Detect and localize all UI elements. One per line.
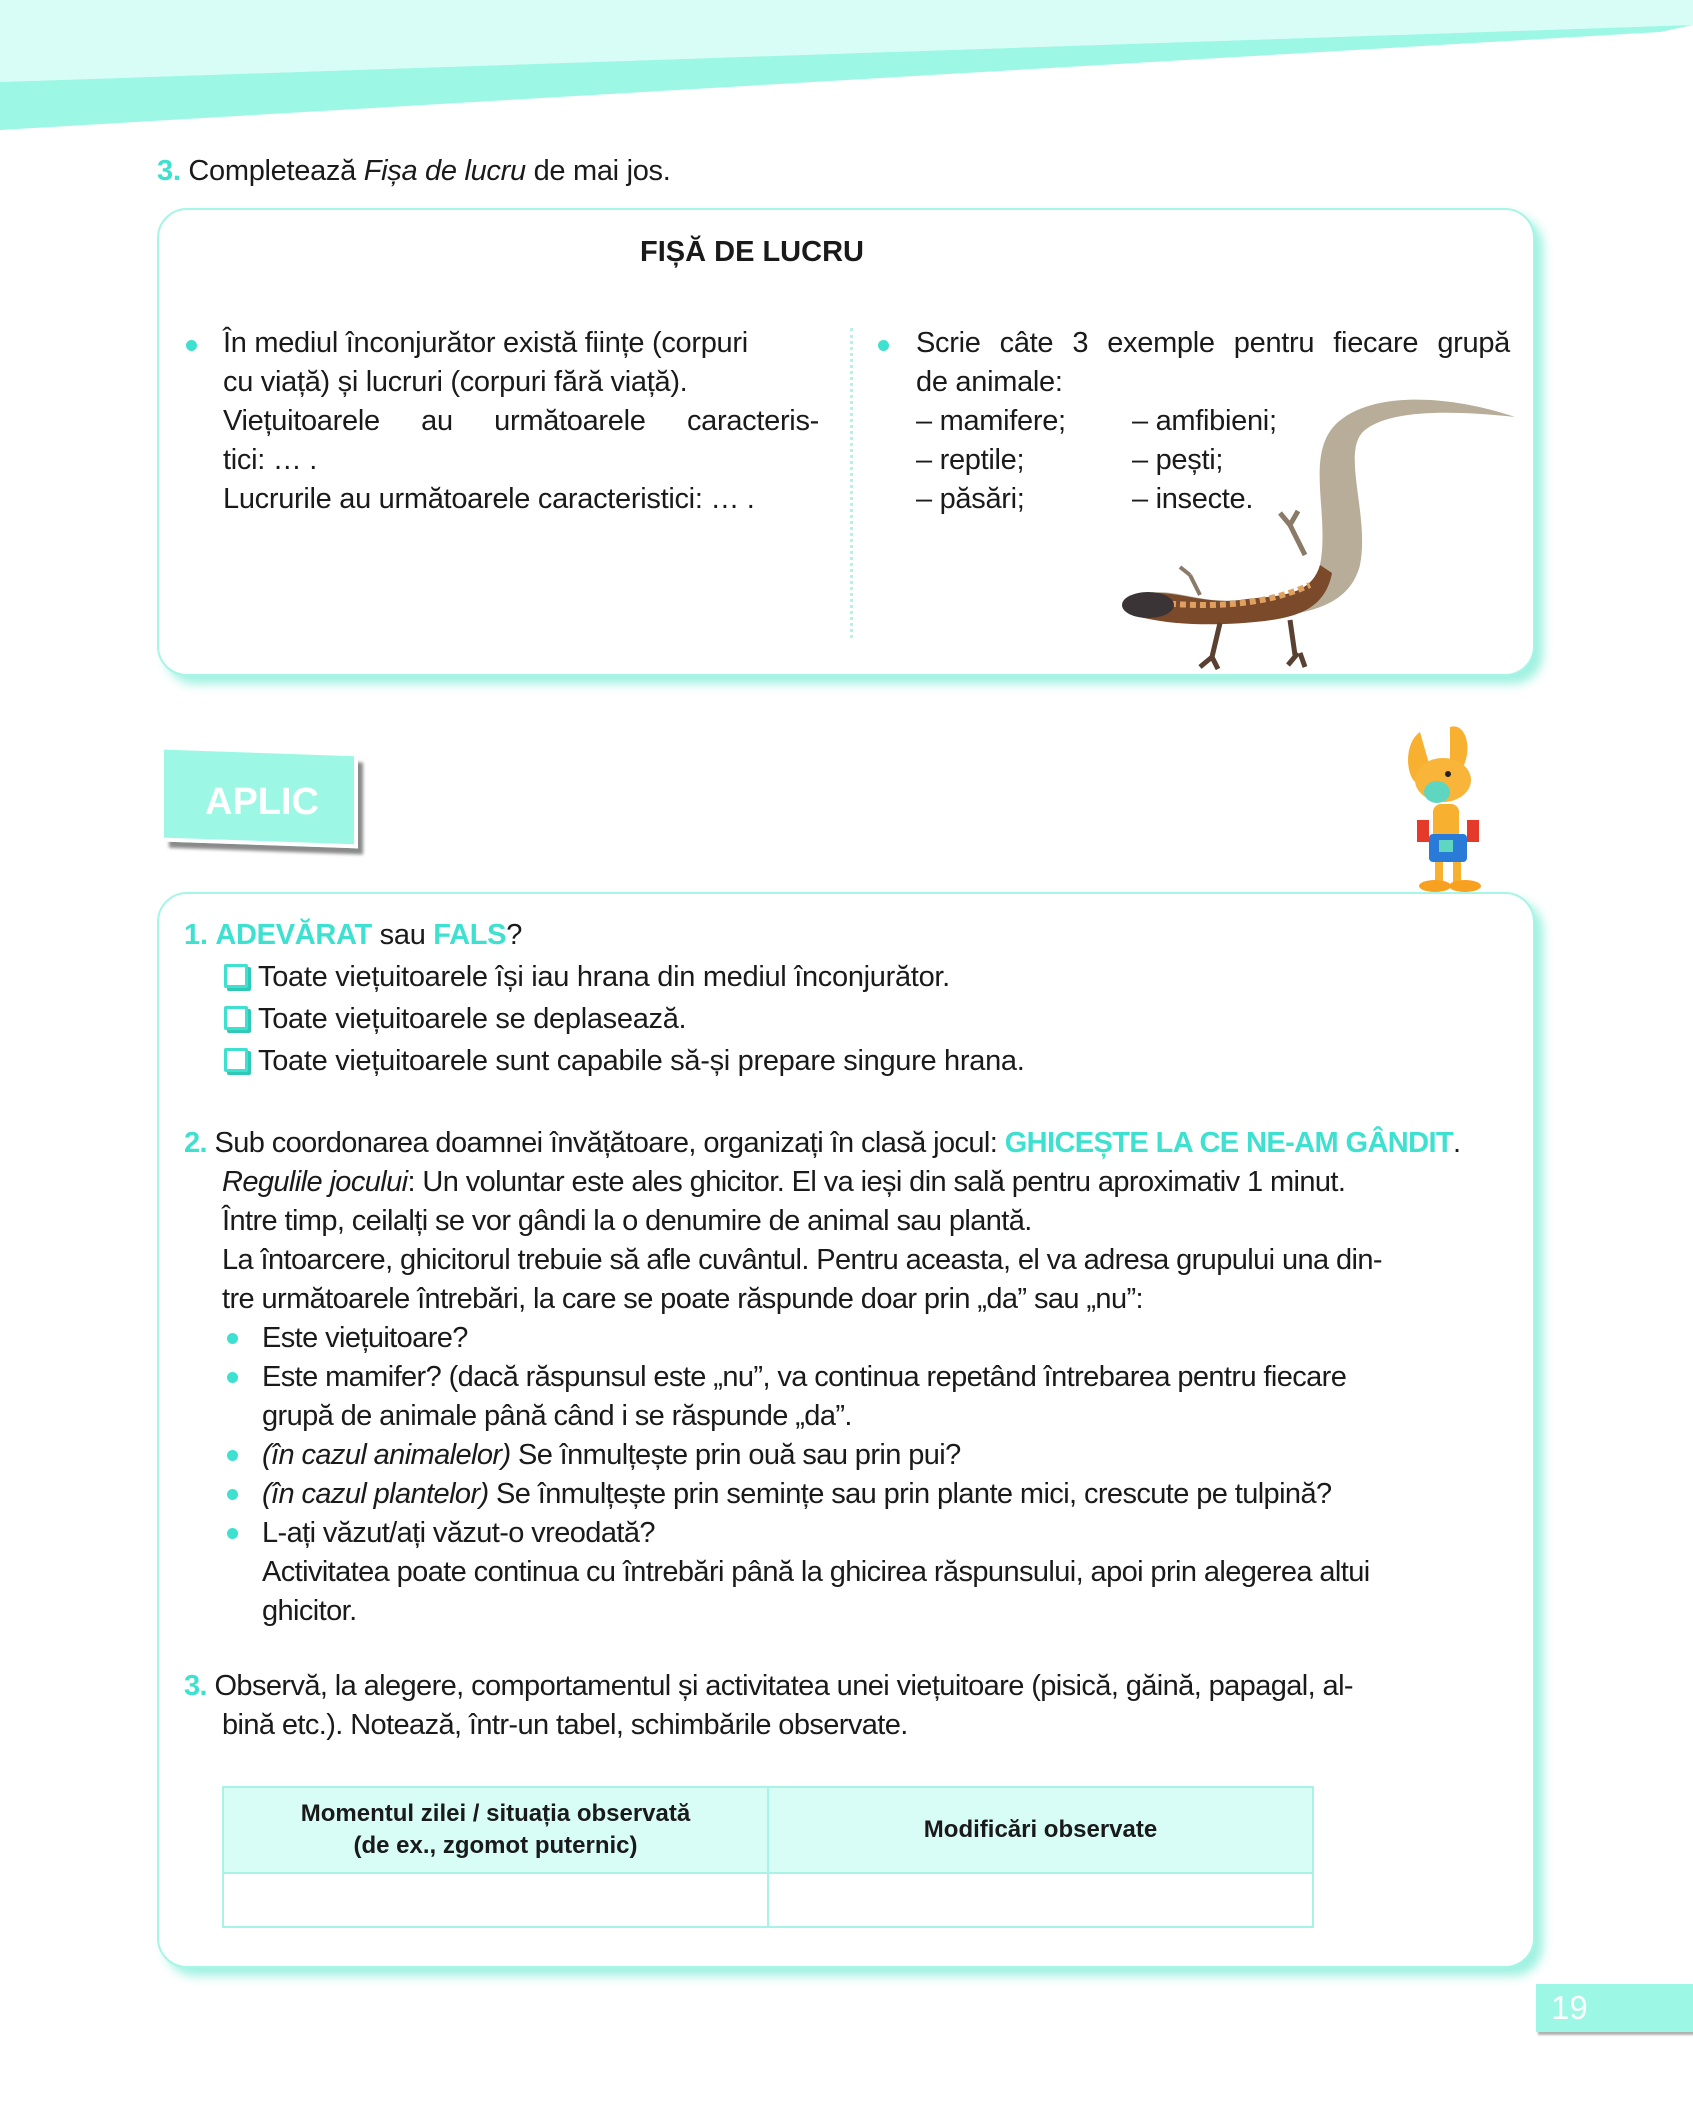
true-false-list — [224, 958, 1024, 1081]
true-false-item: Toate viețuitoarele se deplasează. — [224, 1000, 1024, 1039]
question-item: Este viețuitoare? — [222, 1319, 1512, 1358]
checkbox[interactable] — [224, 964, 248, 988]
game-name: GHICEȘTE LA CE NE-AM GÂNDIT — [1004, 1127, 1454, 1159]
question-item: (în cazul plantelor) Se înmulțește prin semințe sau prin plante mici, crescute pe tulpină? — [222, 1475, 1512, 1514]
worksheet-right-text: Scrie câte 3 exemple pentru fiecare grupă de animale: – mamifere; – reptile; – păsări; – amfibieni; – pești; – insecte. — [916, 324, 1510, 519]
rules-label: Regulile jocului — [222, 1166, 408, 1198]
true-false-item: Toate viețuitoarele sunt capabile să-și prepare singure hrana. — [224, 1042, 1024, 1081]
bullet-icon — [227, 1528, 238, 1539]
section-badge-label: APLIC — [205, 781, 319, 823]
group-item: – păsări; — [916, 483, 1025, 515]
header-decorative-band — [0, 0, 1693, 140]
worksheet-reference: Fișa de lucru — [363, 155, 526, 187]
observation-table — [222, 1786, 1314, 1928]
table-cell[interactable] — [223, 1873, 768, 1927]
lizard-image — [1120, 395, 1520, 670]
bullet-icon — [227, 1372, 238, 1383]
rabbit-mascot-icon — [1395, 722, 1505, 897]
true-label: ADEVĂRAT — [215, 919, 372, 951]
page-number-tab — [1536, 1984, 1693, 2032]
task-number: 3. — [157, 155, 181, 187]
worksheet-left-text: În mediul înconjurător există ființe (corpuri cu viață) și lucruri (corpuri fără viață). Viețuitoarele au următoarele caracteris- tici: … . Lucrurile au următoarele caracteristici: … . — [223, 327, 819, 515]
exercise-2: 2. Sub coordonarea doamnei învățătoare, organizați în clasă jocul: GHICEȘTE LA CE NE-AM GÂNDIT. Regulile jocului: Un voluntar este ales ghicitor. El va ieși din sală pentru aproximativ 1 minut. Între timp, ceilalți se vor gândi la o denumire de animal sau plantă. La întoarcere, ghicitorul trebuie să afle cuvântul. Pentru aceasta, el va adresa grupului una din- tre următoarele întrebări, la care se poate răspunde doar prin „da” sau „nu”: — [184, 1127, 1461, 1315]
group-item: – pești; — [1132, 444, 1224, 476]
group-item: – mamifere; — [916, 405, 1066, 437]
group-item: – reptile; — [916, 444, 1025, 476]
question-list: Este viețuitoare? Este mamifer? (dacă răspunsul este „nu”, va continua repetând întrebarea pentru fiecare grupă de animale până când i se răspunde „da”. (în cazul animalelor) Se înmulțește prin ouă sau prin pui? (în cazul plantelor) Se înmulțește prin semințe sau prin plante mici, crescute pe tulpină? L-ați văzut/ați văzut-o vreodată? Activitatea poate continua cu întrebări până la ghicirea răspunsului, apoi prin alegerea altui ghicitor. — [222, 1319, 1512, 1631]
group-item: – insecte. — [1132, 483, 1254, 515]
column-divider — [850, 328, 853, 638]
false-label: FALS — [433, 919, 507, 951]
checkbox[interactable] — [224, 1006, 248, 1030]
bullet-icon — [186, 340, 197, 351]
bullet-icon — [227, 1489, 238, 1500]
task-3-intro: 3. Completează Fișa de lucru de mai jos. — [157, 155, 671, 187]
checkbox[interactable] — [224, 1048, 248, 1072]
table-row — [223, 1873, 1313, 1927]
page-number: 19 — [1551, 1989, 1588, 2026]
table-header-cell: Momentul zilei / situația observată (de ex., zgomot puternic) — [223, 1787, 768, 1873]
bullet-icon — [227, 1333, 238, 1344]
group-item: – amfibieni; — [1132, 405, 1277, 437]
question-item: L-ați văzut/ați văzut-o vreodată? — [222, 1514, 1512, 1553]
true-false-item: Toate viețuitoarele își iau hrana din mediul înconjurător. — [224, 958, 1024, 997]
table-header-cell: Modificări observate — [768, 1787, 1313, 1873]
exercise-1-title: 1. ADEVĂRAT sau FALS? — [184, 919, 523, 951]
table-cell[interactable] — [768, 1873, 1313, 1927]
exercise-3: 3. Observă, la alegere, comportamentul și activitatea unei viețuitoare (pisică, găină, papagal, al- bină etc.). Notează, într-un tabel, schimbările observate. — [184, 1670, 1353, 1741]
question-item: (în cazul animalelor) Se înmulțește prin ouă sau prin pui? — [222, 1436, 1512, 1475]
worksheet-title: FIȘĂ DE LUCRU — [640, 236, 864, 268]
table-header-row — [223, 1787, 1313, 1873]
bullet-icon — [878, 340, 889, 351]
question-item: Este mamifer? (dacă răspunsul este „nu”, va continua repetând întrebarea pentru fiecare — [222, 1358, 1512, 1397]
bullet-icon — [227, 1450, 238, 1461]
